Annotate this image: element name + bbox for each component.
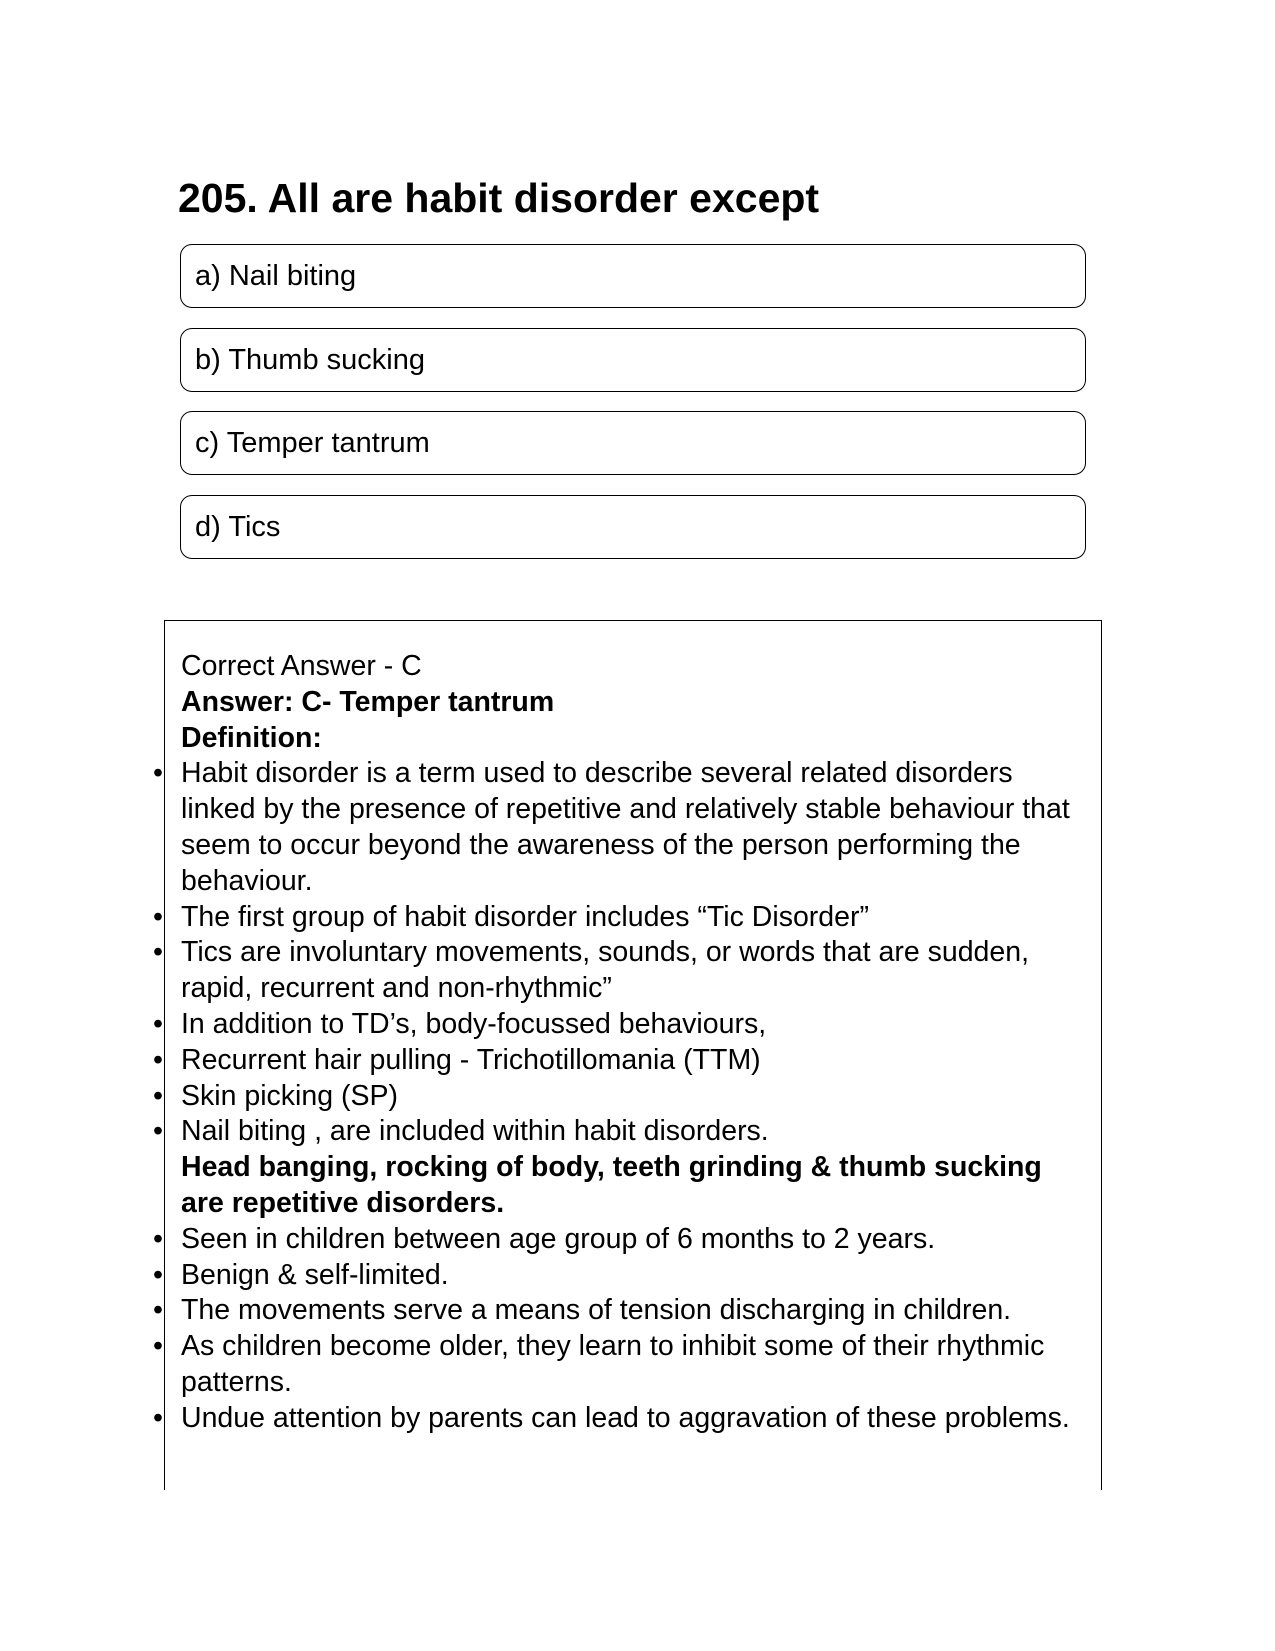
list-item-text: Benign & self-limited. <box>181 1258 449 1291</box>
list-item <box>153 1007 1081 1043</box>
list-item <box>153 1293 1081 1329</box>
bullet-icon: • <box>153 1222 163 1255</box>
list-item <box>153 1079 1081 1115</box>
list-item-text: Recurrent hair pulling - Trichotillomania (TTM) <box>181 1043 761 1076</box>
list-item <box>153 1114 1081 1150</box>
bullet-icon: • <box>153 1007 163 1040</box>
option-a[interactable]: a) Nail biting <box>180 244 1086 308</box>
list-item <box>153 935 1081 1007</box>
bullet-icon: • <box>153 1043 163 1076</box>
list-item <box>153 1401 1081 1437</box>
definition-heading: Definition: <box>181 721 322 754</box>
option-d[interactable]: d) Tics <box>180 495 1086 559</box>
list-item <box>153 900 1081 936</box>
option-c[interactable]: c) Temper tantrum <box>180 411 1086 475</box>
correct-answer-line: Correct Answer - C <box>181 650 422 682</box>
list-item-text: Nail biting , are included within habit disorders. <box>181 1115 769 1148</box>
bullet-icon: • <box>153 900 163 933</box>
bullet-icon: • <box>153 757 163 790</box>
answer-line: Answer: C- Temper tantrum <box>181 685 555 718</box>
bullet-icon: • <box>153 936 163 969</box>
bullet-icon: • <box>153 1079 163 1112</box>
option-b[interactable]: b) Thumb sucking <box>180 328 1086 392</box>
list-item-text: Habit disorder is a term used to describe several related disorders linked by the presence of repetitive and relatively stable behaviour that seem to occur beyond the awareness of the person performing the behaviour. <box>181 757 1070 897</box>
bullet-icon: • <box>153 1115 163 1148</box>
list-item-text: The movements serve a means of tension discharging in children. <box>181 1294 1012 1327</box>
list-item-text: The first group of habit disorder includes “Tic Disorder” <box>181 900 869 933</box>
bullet-icon: • <box>153 1401 163 1434</box>
answer-content <box>153 649 1081 1437</box>
list-item-text: Tics are involuntary movements, sounds, or words that are sudden, rapid, recurrent and non-rhythmic” <box>181 936 1030 1005</box>
repetitive-disorders-heading: Head banging, rocking of body, teeth grinding & thumb sucking are repetitive disorders. <box>181 1151 1042 1219</box>
list-item-text: As children become older, they learn to inhibit some of their rhythmic patterns. <box>181 1330 1045 1398</box>
question-title: 205. All are habit disorder except <box>178 175 820 221</box>
bullet-icon: • <box>153 1294 163 1327</box>
list-item <box>153 1329 1081 1401</box>
bullet-icon: • <box>153 1330 163 1363</box>
list-item-text: Seen in children between age group of 6 months to 2 years. <box>181 1222 936 1255</box>
list-item <box>153 1043 1081 1079</box>
answer-explanation-box <box>153 620 1102 1490</box>
bullet-icon: • <box>153 1258 163 1291</box>
list-item-text: In addition to TD’s, body-focussed behaviours, <box>181 1007 767 1040</box>
list-item-text: Skin picking (SP) <box>181 1079 398 1112</box>
list-item <box>153 1258 1081 1294</box>
list-item <box>153 1222 1081 1258</box>
list-item-text: Undue attention by parents can lead to aggravation of these problems. <box>181 1401 1070 1434</box>
list-item <box>153 756 1081 899</box>
